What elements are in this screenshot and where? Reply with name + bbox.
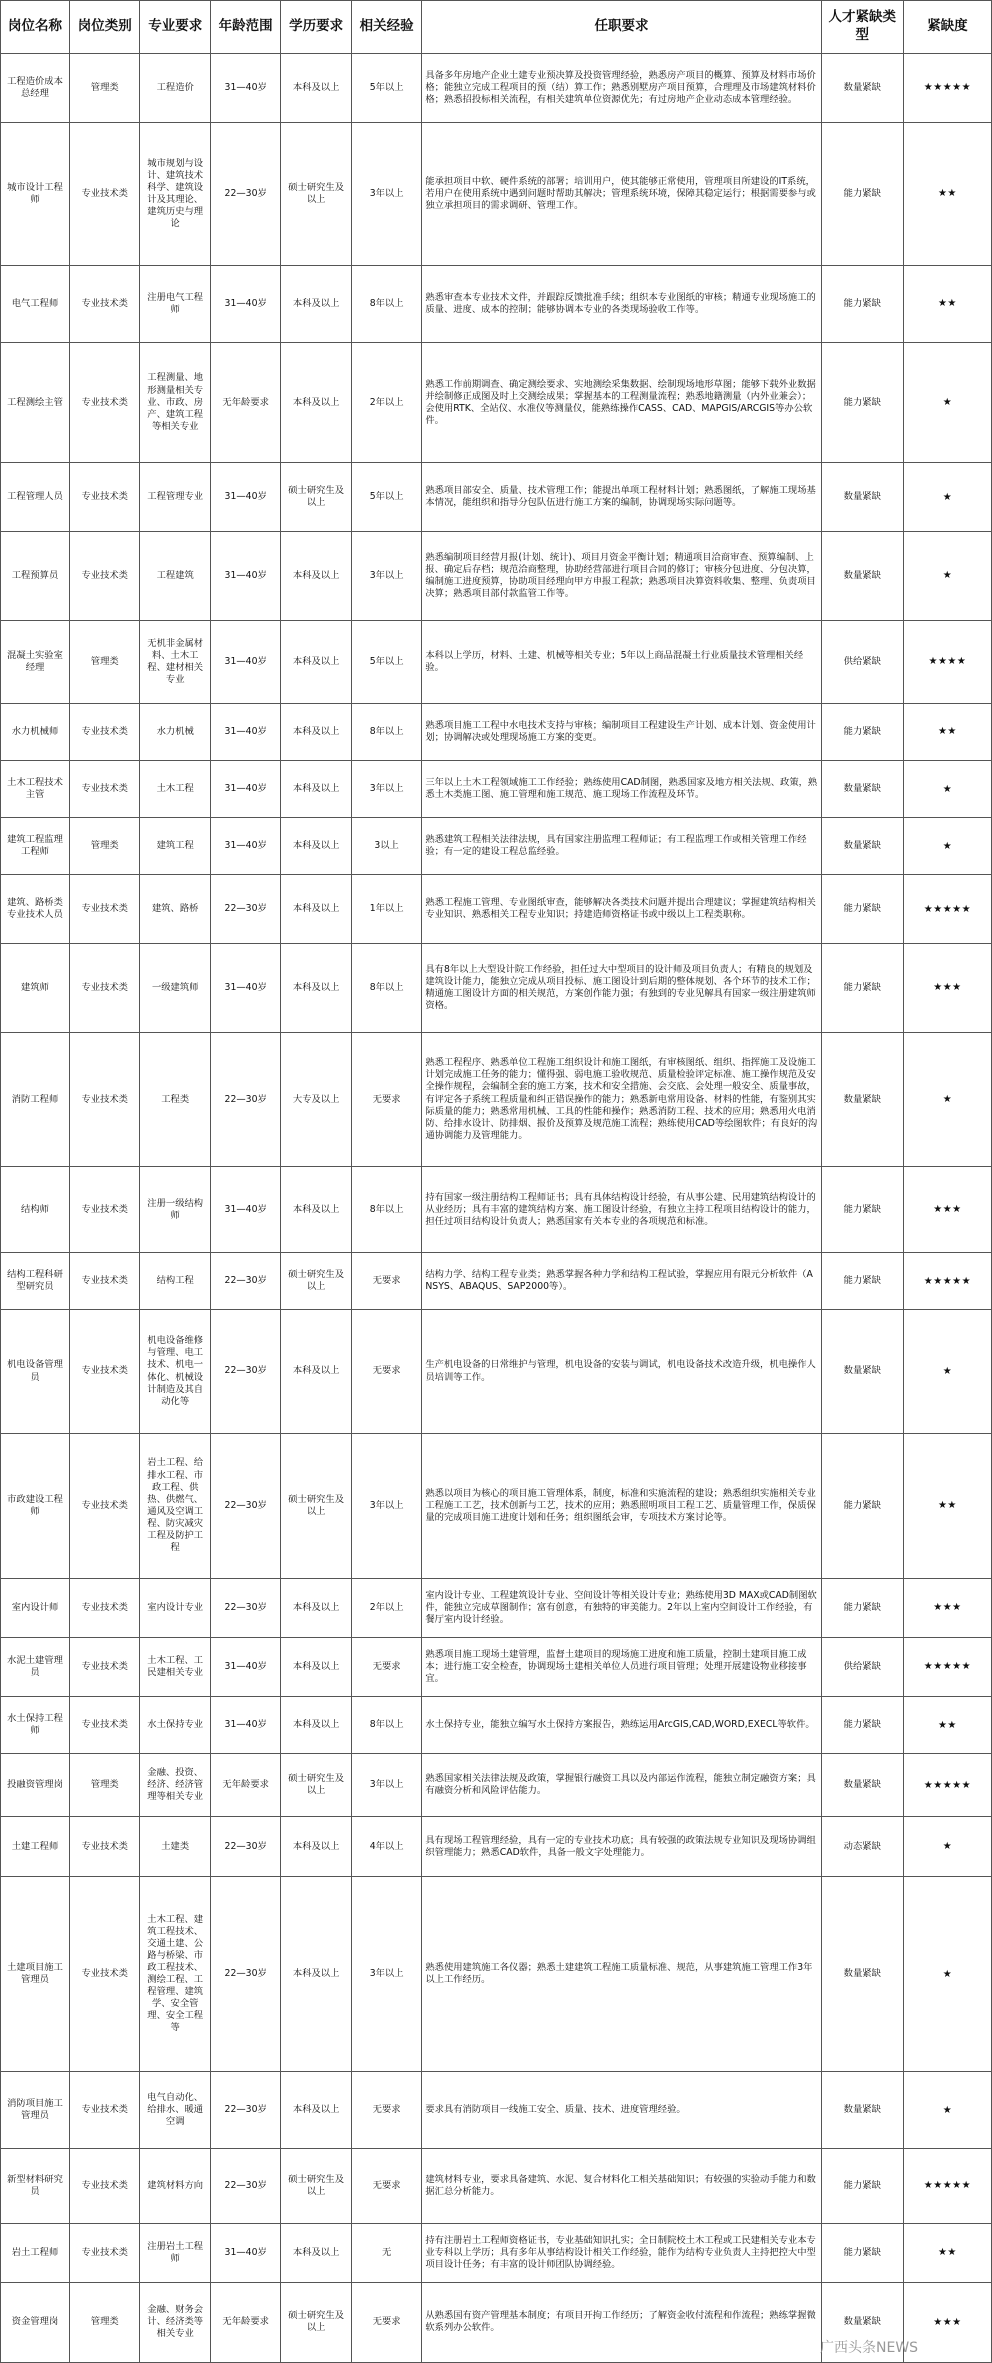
cell-major: 工程类 xyxy=(140,1032,210,1167)
header-category: 岗位类别 xyxy=(70,1,140,54)
cell-talent-type: 能力紧缺 xyxy=(821,343,903,463)
cell-duties: 熟悉建筑工程相关法律法规，具有国家注册监理工程师证；有工程监理工作或相关管理工作经验；有一定的建设工程总监经验。 xyxy=(422,818,821,875)
cell-position: 水力机械师 xyxy=(1,703,70,760)
cell-major: 金融、财务会计、经济类等相关专业 xyxy=(140,2282,210,2362)
cell-urgency: ★ xyxy=(903,1817,991,1877)
cell-major: 结构工程 xyxy=(140,1253,210,1310)
cell-major: 一级建筑师 xyxy=(140,944,210,1033)
cell-major: 工程管理专业 xyxy=(140,463,210,532)
cell-position: 投融资管理岗 xyxy=(1,1754,70,1817)
cell-position: 混凝土实验室经理 xyxy=(1,620,70,703)
cell-age: 22—30岁 xyxy=(210,1032,280,1167)
cell-duties: 生产机电设备的日常维护与管理，机电设备的安装与调试，机电设备技术改造升级，机电操作人员培训等工作。 xyxy=(422,1310,821,1433)
cell-urgency: ★ xyxy=(903,760,991,817)
cell-experience: 无要求 xyxy=(351,2282,421,2362)
cell-position: 电气工程师 xyxy=(1,265,70,342)
cell-age: 31—40岁 xyxy=(210,531,280,620)
cell-duties: 熟悉工作前期调查、确定测绘要求、实地测绘采集数据、绘制现场地形草图；能够下载外业数据并绘制修正成图及时上交测绘成果；掌握基本的工程测量流程；熟悉地籍测量（内外业兼会）；会使用RTK、全站仪、水准仪等测量仪，能熟练操作CASS、CAD、MAPGIS/ARCGIS等办公软件。 xyxy=(422,343,821,463)
cell-position: 新型材料研究员 xyxy=(1,2149,70,2223)
cell-experience: 无要求 xyxy=(351,1032,421,1167)
cell-experience: 无要求 xyxy=(351,1637,421,1696)
cell-talent-type: 能力紧缺 xyxy=(821,875,903,944)
cell-age: 31—40岁 xyxy=(210,2223,280,2282)
cell-duties: 室内设计专业、工程建筑设计专业、空间设计等相关设计专业；熟练使用3D MAX或CAD制图软件，能独立完成草图制作；富有创意，有独特的审美能力。2年以上室内空间设计工作经验，有餐厅室内设计经验。 xyxy=(422,1578,821,1637)
table-row xyxy=(1,1696,992,1753)
cell-major: 土木工程、建筑工程技术、交通土建、公路与桥梁、市政工程技术、测绘工程、工程管理、建筑学、安全管理、安全工程等 xyxy=(140,1877,210,2072)
cell-position: 建筑、路桥类专业技术人员 xyxy=(1,875,70,944)
cell-talent-type: 能力紧缺 xyxy=(821,1253,903,1310)
cell-age: 31—40岁 xyxy=(210,703,280,760)
cell-duties: 具备多年房地产企业土建专业预决算及投资管理经验，熟悉房产项目的概算、预算及材料市场价格；能独立完成工程项目的预（结）算工作；熟悉别墅房产项目预算，合理理及市场建筑材料价格；熟悉招投标相关流程，有相关建筑单位资源优先；有过房地产企业动态成本管理经验。 xyxy=(422,54,821,123)
cell-talent-type: 数量紧缺 xyxy=(821,1032,903,1167)
table-row xyxy=(1,1637,992,1696)
cell-experience: 8年以上 xyxy=(351,1167,421,1253)
cell-position: 水泥土建管理员 xyxy=(1,1637,70,1696)
cell-experience: 2年以上 xyxy=(351,343,421,463)
cell-category: 专业技术类 xyxy=(70,1310,140,1433)
cell-talent-type: 能力紧缺 xyxy=(821,265,903,342)
cell-talent-type: 能力紧缺 xyxy=(821,2149,903,2223)
cell-duties: 持有注册岩土工程师资格证书，专业基础知识扎实；全日制院校土木工程或工民建相关专业本专业专科以上学历；具有多年从事结构设计相关工作经验，能作为结构专业负责人主持把控大中型项目设计任务；有丰富的设计师团队协调经验。 xyxy=(422,2223,821,2282)
cell-duties: 熟悉使用建筑施工各仪器；熟悉土建建筑工程施工质量标准、规范，从事建筑施工管理工作3年以上工作经历。 xyxy=(422,1877,821,2072)
cell-experience: 无要求 xyxy=(351,1253,421,1310)
cell-experience: 3以上 xyxy=(351,818,421,875)
cell-major: 城市规划与设计、建筑技术科学、建筑设计及其理论、建筑历史与理论 xyxy=(140,122,210,265)
cell-talent-type: 数量紧缺 xyxy=(821,2071,903,2148)
watermark: 广西头条NEWS xyxy=(820,2340,919,2356)
cell-education: 硕士研究生及以上 xyxy=(281,2149,351,2223)
cell-education: 硕士研究生及以上 xyxy=(281,122,351,265)
cell-urgency: ★★★★★ xyxy=(903,54,991,123)
cell-category: 专业技术类 xyxy=(70,703,140,760)
cell-major: 土木工程、工民建相关专业 xyxy=(140,1637,210,1696)
table-row xyxy=(1,265,992,342)
table-row xyxy=(1,1578,992,1637)
cell-major: 水土保持专业 xyxy=(140,1696,210,1753)
cell-category: 管理类 xyxy=(70,1754,140,1817)
cell-position: 消防项目施工管理员 xyxy=(1,2071,70,2148)
cell-duties: 熟悉项目施工工程中水电技术支持与审核；编制项目工程建设生产计划、成本计划、资金使用计划；协调解决或处理现场施工方案的变更。 xyxy=(422,703,821,760)
cell-urgency: ★ xyxy=(903,2071,991,2148)
cell-experience: 3年以上 xyxy=(351,1754,421,1817)
cell-position: 结构工程科研型研究员 xyxy=(1,1253,70,1310)
cell-age: 无年龄要求 xyxy=(210,1754,280,1817)
cell-major: 机电设备维修与管理、电工技术、机电一体化、机械设计制造及其自动化等 xyxy=(140,1310,210,1433)
cell-urgency: ★★★ xyxy=(903,944,991,1033)
header-duties: 任职要求 xyxy=(422,1,821,54)
cell-major: 注册一级结构师 xyxy=(140,1167,210,1253)
header-education: 学历要求 xyxy=(281,1,351,54)
cell-experience: 3年以上 xyxy=(351,122,421,265)
cell-position: 资金管理岗 xyxy=(1,2282,70,2362)
cell-age: 31—40岁 xyxy=(210,760,280,817)
cell-duties: 熟悉国家相关法律法规及政策，掌握银行融资工具以及内部运作流程，能独立制定融资方案；具有融资分析和风险评估能力。 xyxy=(422,1754,821,1817)
cell-experience: 3年以上 xyxy=(351,1877,421,2072)
table-row xyxy=(1,2223,992,2282)
cell-position: 消防工程师 xyxy=(1,1032,70,1167)
table-row xyxy=(1,343,992,463)
cell-age: 31—40岁 xyxy=(210,1637,280,1696)
cell-talent-type: 数量紧缺 xyxy=(821,463,903,532)
cell-talent-type: 数量紧缺 xyxy=(821,2282,903,2362)
cell-category: 专业技术类 xyxy=(70,1696,140,1753)
cell-education: 本科及以上 xyxy=(281,343,351,463)
cell-talent-type: 供给紧缺 xyxy=(821,620,903,703)
cell-duties: 从熟悉国有资产管理基本制度；有项目开拘工作经历；了解资金收付流程和作流程；熟练掌握微软系列办公软件。 xyxy=(422,2282,821,2362)
header-age: 年龄范围 xyxy=(210,1,280,54)
cell-education: 本科及以上 xyxy=(281,54,351,123)
cell-age: 无年龄要求 xyxy=(210,2282,280,2362)
cell-major: 建筑、路桥 xyxy=(140,875,210,944)
cell-age: 22—30岁 xyxy=(210,2071,280,2148)
cell-urgency: ★ xyxy=(903,343,991,463)
cell-education: 硕士研究生及以上 xyxy=(281,1253,351,1310)
cell-major: 工程建筑 xyxy=(140,531,210,620)
table-row xyxy=(1,463,992,532)
cell-age: 31—40岁 xyxy=(210,818,280,875)
cell-experience: 8年以上 xyxy=(351,1696,421,1753)
cell-talent-type: 数量紧缺 xyxy=(821,54,903,123)
cell-category: 专业技术类 xyxy=(70,1578,140,1637)
cell-position: 岩土工程师 xyxy=(1,2223,70,2282)
cell-position: 土建工程师 xyxy=(1,1817,70,1877)
cell-urgency: ★★ xyxy=(903,122,991,265)
table-row xyxy=(1,944,992,1033)
cell-age: 31—40岁 xyxy=(210,463,280,532)
cell-major: 岩土工程、给排水工程、市政工程、供热、供燃气、通风及空调工程、防灾减灾工程及防护工程 xyxy=(140,1433,210,1578)
cell-category: 专业技术类 xyxy=(70,531,140,620)
cell-urgency: ★★ xyxy=(903,265,991,342)
cell-position: 结构师 xyxy=(1,1167,70,1253)
cell-category: 专业技术类 xyxy=(70,1637,140,1696)
header-major: 专业要求 xyxy=(140,1,210,54)
cell-urgency: ★ xyxy=(903,1310,991,1433)
cell-experience: 5年以上 xyxy=(351,620,421,703)
cell-talent-type: 能力紧缺 xyxy=(821,703,903,760)
cell-talent-type: 能力紧缺 xyxy=(821,1578,903,1637)
cell-talent-type: 能力紧缺 xyxy=(821,944,903,1033)
cell-category: 专业技术类 xyxy=(70,1253,140,1310)
cell-major: 土建类 xyxy=(140,1817,210,1877)
cell-duties: 具有现场工程管理经验，具有一定的专业技术功底；具有较强的政策法规专业知识及现场协调组织管理能力；熟悉CAD软件，具备一般文字处理能力。 xyxy=(422,1817,821,1877)
cell-duties: 建筑材料专业，要求具备建筑、水泥、复合材料化工相关基础知识；有较强的实验动手能力和数据汇总分析能力。 xyxy=(422,2149,821,2223)
cell-category: 专业技术类 xyxy=(70,1167,140,1253)
cell-talent-type: 数量紧缺 xyxy=(821,1310,903,1433)
cell-major: 工程造价 xyxy=(140,54,210,123)
table-header xyxy=(1,1,992,54)
table-row xyxy=(1,531,992,620)
cell-major: 工程测量、地形测量相关专业、市政、房产、建筑工程等相关专业 xyxy=(140,343,210,463)
cell-major: 注册电气工程师 xyxy=(140,265,210,342)
cell-age: 22—30岁 xyxy=(210,1253,280,1310)
cell-age: 31—40岁 xyxy=(210,620,280,703)
cell-education: 本科及以上 xyxy=(281,875,351,944)
table-row xyxy=(1,122,992,265)
cell-education: 硕士研究生及以上 xyxy=(281,2282,351,2362)
cell-education: 本科及以上 xyxy=(281,1696,351,1753)
table-row xyxy=(1,875,992,944)
cell-talent-type: 能力紧缺 xyxy=(821,1167,903,1253)
cell-duties: 熟悉编制项目经营月报(计划、统计)、项目月资金平衡计划；精通项目洽商审查、预算编制、上报、确定后存档；规范洽商整理，协助经营部进行项目合同的修订；审核分包进度、分包决算，编制施工进度预算，协助项目经理向甲方申报工程款；熟悉项目决算资料收集、整理、负责项目决算；熟悉项目部付款监管工作等。 xyxy=(422,531,821,620)
cell-urgency: ★★ xyxy=(903,1696,991,1753)
cell-experience: 5年以上 xyxy=(351,463,421,532)
cell-education: 大专及以上 xyxy=(281,1032,351,1167)
cell-talent-type: 数量紧缺 xyxy=(821,531,903,620)
cell-duties: 能承担项目中软、硬件系统的部署；培训用户，使其能够正常使用，管理项目所建设的IT系统，若用户在使用系统中遇到问题时帮助其解决；管理系统环境，保障其稳定运行；根据需要参与或独立承担项目的需求调研、管理工作。 xyxy=(422,122,821,265)
cell-education: 本科及以上 xyxy=(281,1310,351,1433)
cell-major: 电气自动化、给排水、暖通空调 xyxy=(140,2071,210,2148)
table-body xyxy=(1,54,992,2363)
cell-position: 建筑工程监理工程师 xyxy=(1,818,70,875)
cell-major: 土木工程 xyxy=(140,760,210,817)
table-row xyxy=(1,620,992,703)
cell-category: 专业技术类 xyxy=(70,2223,140,2282)
cell-age: 22—30岁 xyxy=(210,1817,280,1877)
cell-urgency: ★★★★ xyxy=(903,620,991,703)
cell-education: 本科及以上 xyxy=(281,620,351,703)
cell-urgency: ★ xyxy=(903,1032,991,1167)
cell-age: 22—30岁 xyxy=(210,1433,280,1578)
cell-experience: 8年以上 xyxy=(351,944,421,1033)
cell-education: 硕士研究生及以上 xyxy=(281,1433,351,1578)
cell-category: 专业技术类 xyxy=(70,1433,140,1578)
cell-urgency: ★★ xyxy=(903,1433,991,1578)
cell-category: 管理类 xyxy=(70,818,140,875)
cell-duties: 本科以上学历，材料、土建、机械等相关专业；5年以上商品混凝土行业质量技术管理相关经验。 xyxy=(422,620,821,703)
cell-position: 土建项目施工管理员 xyxy=(1,1877,70,2072)
cell-category: 专业技术类 xyxy=(70,760,140,817)
cell-urgency: ★★★ xyxy=(903,1167,991,1253)
header-talent-type: 人才紧缺类型 xyxy=(821,1,903,54)
cell-category: 专业技术类 xyxy=(70,1032,140,1167)
cell-duties: 熟悉工程程序、熟悉单位工程施工组织设计和施工图纸，有审核图纸、组织、指挥施工及设施工计划完成施工任务的能力；懂得强、弱电施工验收规范、质量检验评定标准、施工操作规范及安全操作规程，会编制全套的施工方案，技术和安全措施、会交底、会处理一般安全、质量事故，有评定各子系统工程质量和纠正错误操作的能力；熟悉新电常用设备、材料的性能，有鉴别其实际质量的能力；熟悉常用机械、工具的性能和操作；熟悉消防工程、技术的应用；熟悉用火电消防、给排水设计、防排烟、报价及预算及规范施工流程；熟练使用CAD等绘图软件；有良好的沟通协调能力及管理能力。 xyxy=(422,1032,821,1167)
cell-duties: 三年以上土木工程领域施工工作经验；熟练使用CAD制图，熟悉国家及地方相关法规、政策，熟悉土木类施工图、施工管理和施工规范、施工现场工作流程及环节。 xyxy=(422,760,821,817)
cell-duties: 水土保持专业，能独立编写水土保持方案报告，熟练运用ArcGIS,CAD,WORD,EXECL等软件。 xyxy=(422,1696,821,1753)
table-row xyxy=(1,1877,992,2072)
cell-experience: 3年以上 xyxy=(351,531,421,620)
header-urgency: 紧缺度 xyxy=(903,1,991,54)
cell-major: 金融、投资、经济、经济管理等相关专业 xyxy=(140,1754,210,1817)
cell-urgency: ★ xyxy=(903,531,991,620)
cell-experience: 1年以上 xyxy=(351,875,421,944)
cell-position: 工程预算员 xyxy=(1,531,70,620)
cell-urgency: ★★★★★ xyxy=(903,1754,991,1817)
table-row xyxy=(1,1817,992,1877)
cell-talent-type: 数量紧缺 xyxy=(821,760,903,817)
cell-talent-type: 数量紧缺 xyxy=(821,1754,903,1817)
cell-urgency: ★★ xyxy=(903,703,991,760)
header-experience: 相关经验 xyxy=(351,1,421,54)
cell-age: 31—40岁 xyxy=(210,1696,280,1753)
cell-education: 本科及以上 xyxy=(281,1637,351,1696)
table-row xyxy=(1,1167,992,1253)
cell-urgency: ★ xyxy=(903,818,991,875)
cell-duties: 要求具有消防项目一线施工安全、质量、技术、进度管理经验。 xyxy=(422,2071,821,2148)
cell-education: 本科及以上 xyxy=(281,1578,351,1637)
cell-education: 本科及以上 xyxy=(281,1877,351,2072)
header-position: 岗位名称 xyxy=(1,1,70,54)
cell-category: 专业技术类 xyxy=(70,944,140,1033)
cell-duties: 熟悉项目部安全、质量、技术管理工作；能提出单项工程材料计划；熟悉图纸，了解施工现场基本情况，能组织和指导分包队伍进行施工方案的编制，协调现场实际问题等。 xyxy=(422,463,821,532)
cell-urgency: ★★★★★ xyxy=(903,2149,991,2223)
cell-education: 本科及以上 xyxy=(281,760,351,817)
table-row xyxy=(1,2149,992,2223)
cell-urgency: ★★★★★ xyxy=(903,1253,991,1310)
cell-major: 建筑工程 xyxy=(140,818,210,875)
cell-position: 工程测绘主管 xyxy=(1,343,70,463)
table-row xyxy=(1,818,992,875)
cell-age: 22—30岁 xyxy=(210,1578,280,1637)
cell-duties: 熟悉工程施工管理、专业图纸审查，能够解决各类技术问题并提出合理建议；掌握建筑结构相关专业知识、熟悉相关工程专业知识；持建造师资格证书或中级以上工程类职称。 xyxy=(422,875,821,944)
cell-education: 本科及以上 xyxy=(281,1817,351,1877)
cell-category: 专业技术类 xyxy=(70,2149,140,2223)
cell-category: 管理类 xyxy=(70,2282,140,2362)
cell-talent-type: 能力紧缺 xyxy=(821,2223,903,2282)
cell-experience: 3年以上 xyxy=(351,760,421,817)
table-row xyxy=(1,1032,992,1167)
cell-education: 本科及以上 xyxy=(281,531,351,620)
cell-age: 31—40岁 xyxy=(210,944,280,1033)
cell-education: 本科及以上 xyxy=(281,944,351,1033)
cell-major: 水力机械 xyxy=(140,703,210,760)
cell-category: 专业技术类 xyxy=(70,343,140,463)
cell-position: 工程造价成本总经理 xyxy=(1,54,70,123)
cell-experience: 8年以上 xyxy=(351,265,421,342)
cell-major: 注册岩土工程师 xyxy=(140,2223,210,2282)
cell-age: 22—30岁 xyxy=(210,1310,280,1433)
cell-urgency: ★ xyxy=(903,463,991,532)
cell-education: 本科及以上 xyxy=(281,818,351,875)
cell-duties: 熟悉项目施工现场土建管理，监督土建项目的现场施工进度和施工质量，控制土建项目施工成本；进行施工安全检查，协调现场土建相关单位人员进行项目管理；处理开展建设物业移接事宜。 xyxy=(422,1637,821,1696)
cell-education: 硕士研究生及以上 xyxy=(281,1754,351,1817)
cell-experience: 无 xyxy=(351,2223,421,2282)
cell-position: 城市设计工程师 xyxy=(1,122,70,265)
cell-duties: 熟悉以项目为核心的项目施工管理体系，制度，标准和实施流程的建设；熟悉组织实施相关专业工程施工工艺，技术创新与工艺，技术的应用；熟悉照明项目工程工艺、质量管理工作，保质保量的完成项目施工进度计划和任务；组织图纸会审，专项技术方案讨论等。 xyxy=(422,1433,821,1578)
cell-position: 建筑师 xyxy=(1,944,70,1033)
table-row xyxy=(1,1253,992,1310)
cell-urgency: ★★ xyxy=(903,2223,991,2282)
cell-education: 本科及以上 xyxy=(281,703,351,760)
cell-duties: 熟悉审查本专业技术文件，并跟踪反馈批准手续；组织本专业图纸的审核；精通专业现场施工的质量、进度、成本的控制；能够协调本专业的各类现场验收工作等。 xyxy=(422,265,821,342)
cell-age: 22—30岁 xyxy=(210,1877,280,2072)
cell-major: 建筑材料方向 xyxy=(140,2149,210,2223)
cell-age: 22—30岁 xyxy=(210,122,280,265)
cell-category: 管理类 xyxy=(70,54,140,123)
cell-age: 31—40岁 xyxy=(210,1167,280,1253)
cell-experience: 无要求 xyxy=(351,1310,421,1433)
cell-talent-type: 供给紧缺 xyxy=(821,1637,903,1696)
table-row xyxy=(1,760,992,817)
cell-talent-type: 动态紧缺 xyxy=(821,1817,903,1877)
table-row xyxy=(1,54,992,123)
cell-category: 专业技术类 xyxy=(70,265,140,342)
cell-education: 本科及以上 xyxy=(281,2223,351,2282)
cell-major: 无机非金属材料、土木工程、建材相关专业 xyxy=(140,620,210,703)
cell-talent-type: 能力紧缺 xyxy=(821,1696,903,1753)
cell-experience: 8年以上 xyxy=(351,703,421,760)
cell-position: 工程管理人员 xyxy=(1,463,70,532)
cell-experience: 4年以上 xyxy=(351,1817,421,1877)
cell-category: 专业技术类 xyxy=(70,875,140,944)
cell-education: 本科及以上 xyxy=(281,1167,351,1253)
cell-category: 管理类 xyxy=(70,620,140,703)
table-row xyxy=(1,1433,992,1578)
table-row xyxy=(1,1754,992,1817)
cell-urgency: ★★★ xyxy=(903,2282,991,2362)
cell-urgency: ★★★ xyxy=(903,1578,991,1637)
cell-education: 本科及以上 xyxy=(281,2071,351,2148)
cell-urgency: ★★★★★ xyxy=(903,1637,991,1696)
cell-age: 22—30岁 xyxy=(210,875,280,944)
cell-category: 专业技术类 xyxy=(70,122,140,265)
cell-position: 水土保持工程师 xyxy=(1,1696,70,1753)
cell-duties: 具有8年以上大型设计院工作经验，担任过大中型项目的设计师及项目负责人；有精良的规划及建筑设计能力，能独立完成从项目投标、施工图设计到后期的整体规划、各个环节的技术工作；精通施工图设计方面的相关规范，方案创作能力强；有独到的专业见解具有国家一级注册建筑师资格。 xyxy=(422,944,821,1033)
table-row xyxy=(1,1310,992,1433)
cell-talent-type: 能力紧缺 xyxy=(821,1433,903,1578)
cell-experience: 3年以上 xyxy=(351,1433,421,1578)
table-row xyxy=(1,703,992,760)
table-row xyxy=(1,2071,992,2148)
cell-experience: 无要求 xyxy=(351,2149,421,2223)
cell-urgency: ★★★★★ xyxy=(903,875,991,944)
cell-talent-type: 数量紧缺 xyxy=(821,1877,903,2072)
cell-major: 室内设计专业 xyxy=(140,1578,210,1637)
cell-category: 专业技术类 xyxy=(70,2071,140,2148)
cell-age: 无年龄要求 xyxy=(210,343,280,463)
cell-duties: 持有国家一级注册结构工程师证书；具有具体结构设计经验，有从事公建、民用建筑结构设计的从业经历；具有丰富的建筑结构方案、施工图设计经验，有独立主持工程项目结构设计的能力，担任过项目结构设计负责人；熟悉国家有关本专业的各项规范和标准。 xyxy=(422,1167,821,1253)
cell-age: 22—30岁 xyxy=(210,2149,280,2223)
cell-education: 本科及以上 xyxy=(281,265,351,342)
cell-experience: 5年以上 xyxy=(351,54,421,123)
cell-experience: 2年以上 xyxy=(351,1578,421,1637)
cell-age: 31—40岁 xyxy=(210,54,280,123)
cell-category: 专业技术类 xyxy=(70,1877,140,2072)
cell-talent-type: 能力紧缺 xyxy=(821,122,903,265)
cell-position: 市政建设工程师 xyxy=(1,1433,70,1578)
cell-age: 31—40岁 xyxy=(210,265,280,342)
cell-experience: 无要求 xyxy=(351,2071,421,2148)
cell-education: 硕士研究生及以上 xyxy=(281,463,351,532)
cell-category: 专业技术类 xyxy=(70,1817,140,1877)
cell-category: 专业技术类 xyxy=(70,463,140,532)
cell-urgency: ★ xyxy=(903,1877,991,2072)
cell-position: 室内设计师 xyxy=(1,1578,70,1637)
cell-duties: 结构力学、结构工程专业类；熟悉掌握各种力学和结构工程试验，掌握应用有限元分析软件（ANSYS、ABAQUS、SAP2000等）。 xyxy=(422,1253,821,1310)
cell-position: 土木工程技术主管 xyxy=(1,760,70,817)
cell-talent-type: 数量紧缺 xyxy=(821,818,903,875)
cell-position: 机电设备管理员 xyxy=(1,1310,70,1433)
